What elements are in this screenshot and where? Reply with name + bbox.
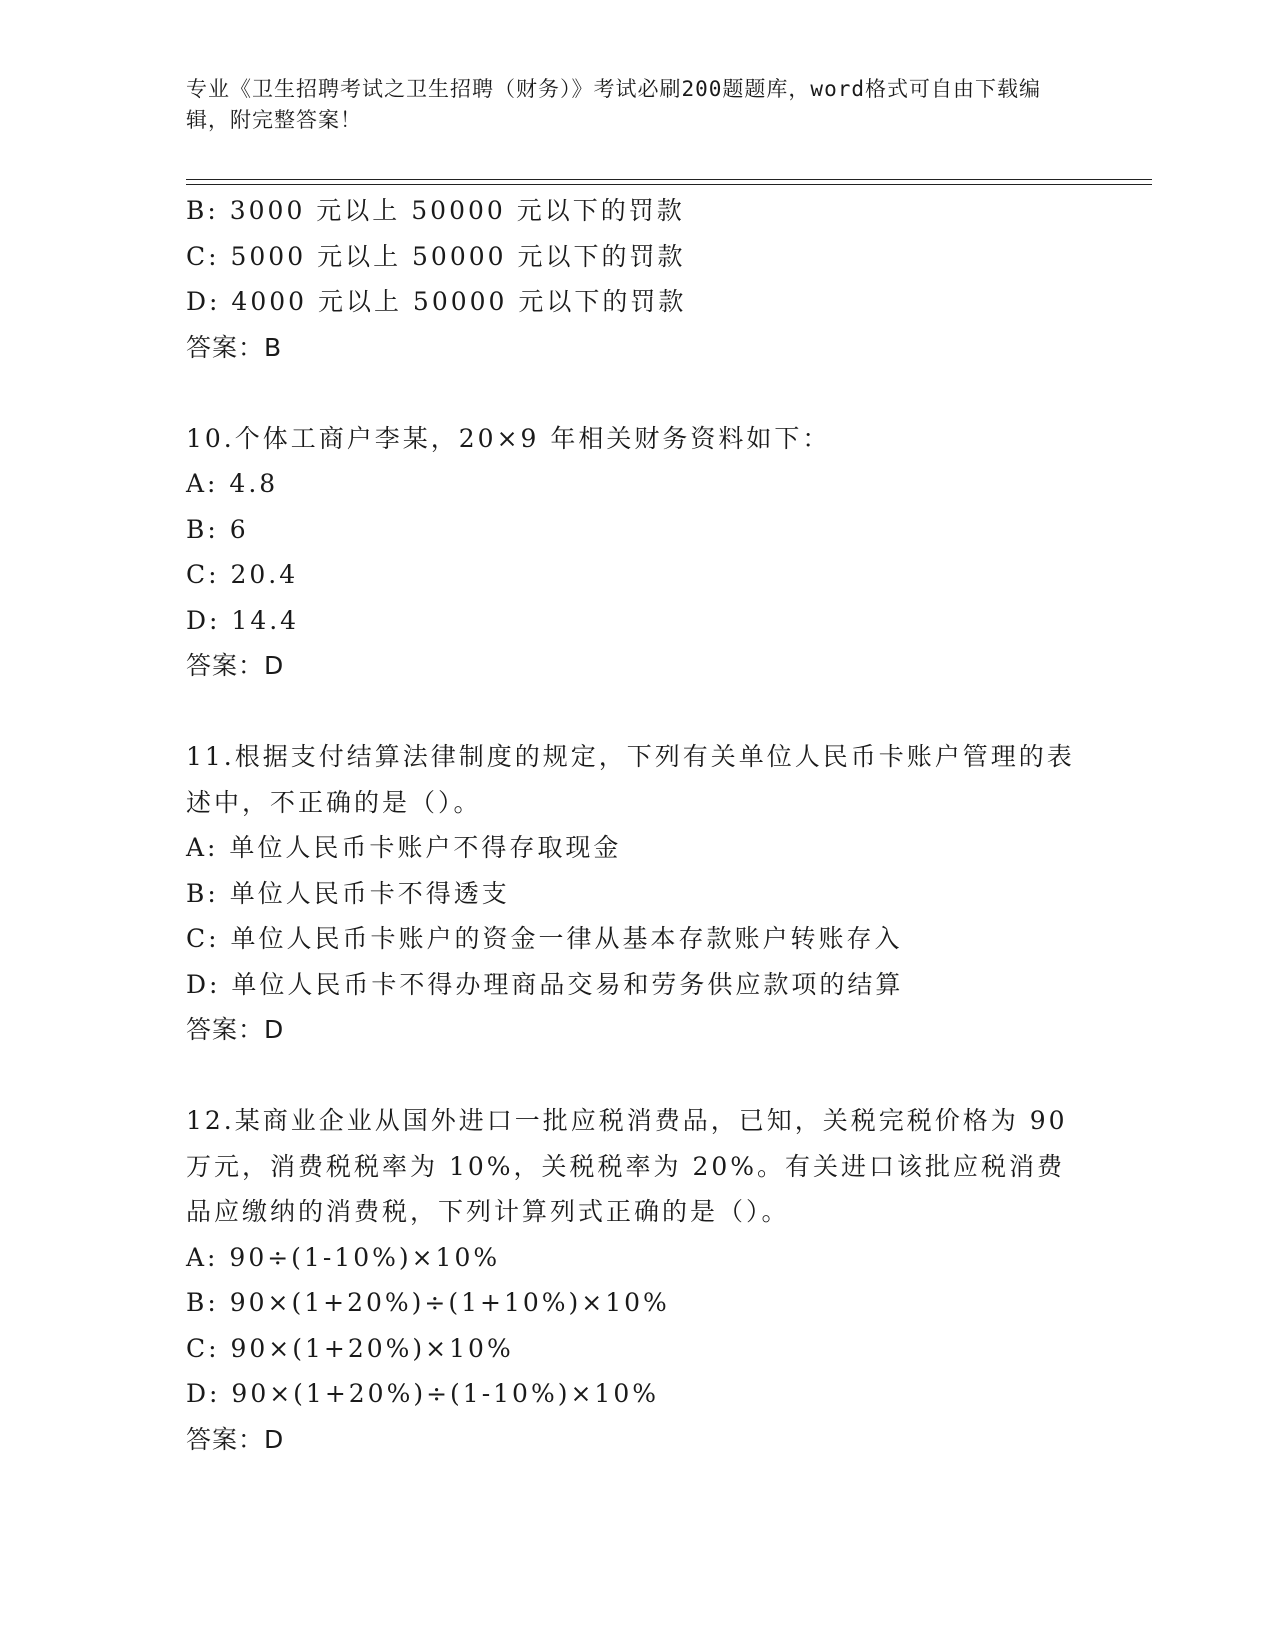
option-c: C: 90×(1+20%)×10%	[186, 1333, 514, 1363]
question-11	[186, 734, 1086, 1053]
option-d: D: 14.4	[186, 605, 300, 635]
spacer	[186, 370, 1086, 416]
option-c: C: 单位人民币卡账户的资金一律从基本存款账户转账存入	[186, 924, 903, 953]
document-body	[186, 188, 1086, 1462]
question-stem: 10.个体工商户李某，20×9 年相关财务资料如下：	[186, 423, 831, 453]
question-12	[186, 1098, 1086, 1462]
option-d: D: 4000 元以上 50000 元以下的罚款	[186, 287, 687, 316]
option-d: D: 90×(1+20%)÷(1-10%)×10%	[186, 1379, 659, 1408]
question-9-tail	[186, 188, 1086, 370]
option-c: C: 20.4	[186, 560, 299, 589]
header-divider-top	[186, 179, 1152, 180]
question-stem: 12.某商业企业从国外进口一批应税消费品，已知，关税完税价格为 90 万元，消费税税率为 10%，关税税率为 20%。有关进口该批应税消费品应缴纳的消费税，下列计算列式正确的是（）。	[186, 1106, 1068, 1226]
question-10	[186, 416, 1086, 689]
option-b: B: 6	[186, 514, 249, 544]
spacer	[186, 689, 1086, 735]
option-a: A: 4.8	[186, 469, 279, 498]
document-header: 专业《卫生招聘考试之卫生招聘（财务）》考试必刷200题题库，word格式可自由下载编辑，附完整答案！	[186, 77, 1041, 132]
question-stem: 11.根据支付结算法律制度的规定，下列有关单位人民币卡账户管理的表述中，不正确的是（）。	[186, 742, 1075, 817]
option-a: A: 单位人民币卡账户不得存取现金	[186, 833, 622, 862]
header-divider-bottom	[186, 184, 1152, 185]
option-d: D: 单位人民币卡不得办理商品交易和劳务供应款项的结算	[186, 969, 904, 999]
answer-label: 答案：B	[186, 332, 283, 362]
option-c: C: 5000 元以上 50000 元以下的罚款	[186, 241, 686, 271]
answer-label: 答案：D	[186, 1015, 285, 1044]
option-b: B: 单位人民币卡不得透支	[186, 878, 510, 908]
option-b: B: 90×(1+20%)÷(1+10%)×10%	[186, 1288, 670, 1317]
answer-label: 答案：D	[186, 651, 285, 680]
spacer	[186, 1053, 1086, 1099]
answer-label: 答案：D	[186, 1424, 285, 1454]
option-a: A: 90÷(1-10%)×10%	[186, 1242, 501, 1272]
option-b: B: 3000 元以上 50000 元以下的罚款	[186, 196, 685, 225]
